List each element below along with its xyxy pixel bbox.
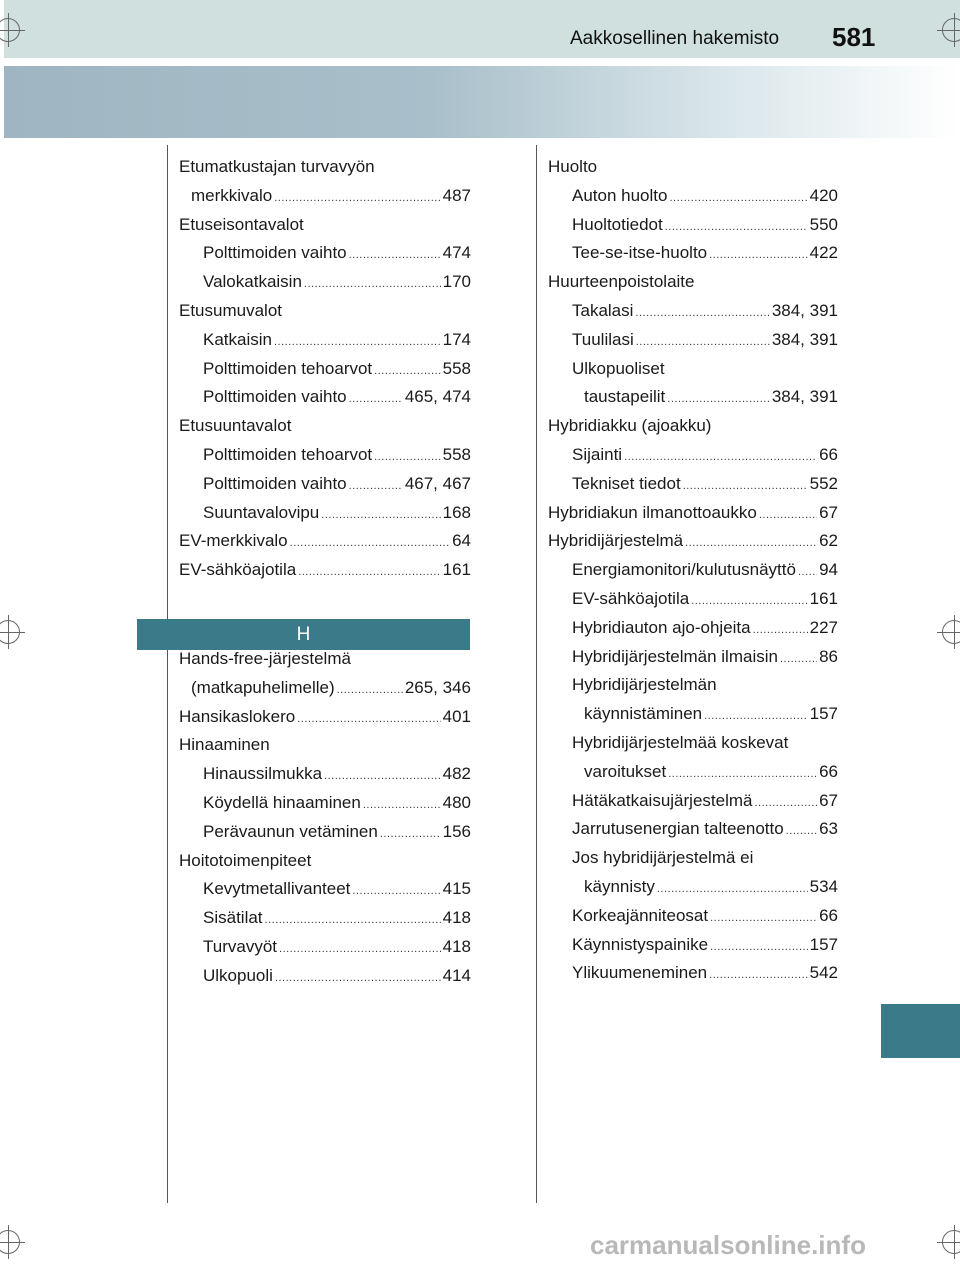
index-entry — [548, 186, 838, 215]
index-entry-label: Huurteenpoistolaite — [548, 272, 695, 292]
leader-dots — [349, 387, 403, 407]
index-entry-label: EV-sähköajotila — [572, 588, 690, 608]
index-entry — [548, 848, 838, 877]
leader-dots — [798, 560, 817, 580]
index-entry-label: Jarrutusenergian talteenotto — [572, 819, 784, 839]
index-entry-page[interactable]: 465, 474 — [404, 387, 471, 407]
index-entry — [179, 503, 471, 532]
index-entry-label: Hybridiakun ilmanottoaukko — [548, 502, 757, 522]
index-entry-label: Ulkopuoli — [203, 965, 273, 985]
index-entry — [548, 762, 838, 791]
index-entry-page[interactable]: 418 — [442, 936, 471, 956]
index-entry-page[interactable]: 558 — [442, 358, 471, 378]
registration-mark-icon — [942, 18, 960, 42]
index-entry-label: Köydellä hinaaminen — [203, 792, 361, 812]
index-entry-label: Etusumuvalot — [179, 300, 282, 320]
registration-mark-icon — [942, 1230, 960, 1254]
leader-dots — [657, 877, 808, 897]
index-entry — [548, 618, 838, 647]
leader-dots — [337, 678, 403, 698]
leader-dots — [275, 966, 441, 986]
index-entry — [548, 560, 838, 589]
index-entry-page[interactable]: 542 — [809, 963, 838, 983]
index-entry — [179, 822, 471, 851]
index-entry-label: Jos hybridijärjestelmä ei — [572, 848, 754, 868]
leader-dots — [786, 819, 817, 839]
index-entry — [179, 445, 471, 474]
index-entry — [179, 735, 471, 764]
index-entry — [179, 707, 471, 736]
index-entry — [548, 877, 838, 906]
leader-dots — [710, 935, 808, 955]
index-entry — [548, 791, 838, 820]
index-entry-page[interactable]: 482 — [442, 764, 471, 784]
page-header — [4, 0, 960, 58]
column-rule-left — [167, 145, 168, 1203]
index-entry — [548, 647, 838, 676]
index-entry-label: Polttimoiden vaihto — [203, 473, 347, 493]
leader-dots — [374, 445, 440, 465]
leader-dots — [324, 764, 441, 784]
index-entry — [548, 819, 838, 848]
registration-mark-icon — [0, 620, 20, 644]
leader-dots — [636, 330, 770, 350]
index-entry-page[interactable]: 66 — [819, 444, 838, 464]
leader-dots — [635, 301, 769, 321]
index-entry — [548, 387, 838, 416]
index-entry-label: Hätäkatkaisujärjestelmä — [572, 790, 753, 810]
index-entry-label: varoitukset — [584, 761, 667, 781]
index-entry-page[interactable]: 62 — [819, 531, 838, 551]
index-entry-label: Energiamonitori/kulutusnäyttö — [572, 560, 796, 580]
index-entry-label: Käynnistyspainike — [572, 934, 709, 954]
index-entry-label: Hinaaminen — [179, 735, 270, 755]
index-entry-label: Polttimoiden tehoarvot — [203, 444, 373, 464]
index-entry-page[interactable]: 66 — [819, 761, 838, 781]
index-entry-label: Tuulilasi — [572, 329, 634, 349]
leader-dots — [709, 243, 808, 263]
index-entry-label: Polttimoiden vaihto — [203, 243, 347, 263]
index-entry-label: Ylikuumeneminen — [572, 963, 708, 983]
column-rule-right — [536, 145, 537, 1203]
leader-dots — [279, 937, 441, 957]
index-entry-page[interactable]: 86 — [819, 646, 838, 666]
index-entry — [179, 764, 471, 793]
index-entry — [179, 416, 471, 445]
leader-dots — [691, 589, 807, 609]
index-entry-label: käynnistäminen — [584, 704, 703, 724]
index-entry-label: käynnisty — [584, 876, 655, 896]
leader-dots — [274, 186, 440, 206]
index-entry — [548, 675, 838, 704]
index-entry — [179, 966, 471, 995]
leader-dots — [290, 531, 450, 551]
section-letter-bar: H — [137, 619, 470, 650]
index-entry-label: taustapeilit — [584, 387, 666, 407]
index-entry — [548, 531, 838, 560]
index-entry-label: merkkivalo — [191, 185, 273, 205]
index-entry-page[interactable]: 418 — [442, 908, 471, 928]
index-entry — [548, 157, 838, 186]
registration-mark-icon — [942, 620, 960, 644]
index-entry-label: Tekniset tiedot — [572, 473, 681, 493]
index-entry-label: Hands-free-järjestelmä — [179, 649, 351, 668]
index-entry — [179, 937, 471, 966]
index-entry — [179, 301, 471, 330]
index-entry — [179, 330, 471, 359]
index-entry — [548, 301, 838, 330]
index-entry-label: Suuntavalovipu — [203, 502, 320, 522]
index-entry-label: Tee-se-itse-huolto — [572, 243, 708, 263]
index-entry — [179, 649, 471, 678]
index-entry — [548, 330, 838, 359]
index-entry-label: Kevytmetallivanteet — [203, 879, 351, 899]
leader-dots — [710, 906, 817, 926]
index-entry-label: Sisätilat — [203, 908, 263, 928]
index-entry-label: Hansikaslokero — [179, 706, 296, 726]
index-entry-label: Takalasi — [572, 300, 634, 320]
watermark: carmanualsonline.info — [590, 1230, 866, 1260]
index-entry-label: Hinaussilmukka — [203, 764, 323, 784]
index-entry — [548, 704, 838, 733]
index-entry — [548, 359, 838, 388]
index-entry — [548, 503, 838, 532]
index-entry-label: Auton huolto — [572, 185, 668, 205]
index-entry — [179, 879, 471, 908]
leader-dots — [349, 474, 403, 494]
leader-dots — [304, 272, 441, 292]
index-entry-label: Hoitotoimenpiteet — [179, 850, 312, 870]
index-entry — [548, 474, 838, 503]
leader-dots — [624, 445, 817, 465]
index-entry — [179, 793, 471, 822]
leader-dots — [704, 704, 808, 724]
leader-dots — [754, 791, 817, 811]
thumb-index-tab — [881, 1004, 960, 1058]
index-entry-label: Polttimoiden tehoarvot — [203, 358, 373, 378]
leader-dots — [363, 793, 441, 813]
index-entry-label: Turvavyöt — [203, 936, 278, 956]
leader-dots — [759, 503, 817, 523]
index-entry-page[interactable]: 415 — [442, 879, 471, 899]
index-entry-page[interactable]: 487 — [442, 185, 471, 205]
index-entry-label: (matkapuhelimelle) — [191, 677, 335, 697]
leader-dots — [265, 908, 441, 928]
index-entry-page[interactable]: 552 — [809, 473, 838, 493]
index-column-left-top — [179, 157, 471, 589]
registration-mark-icon — [0, 1230, 20, 1254]
header-banner — [4, 66, 960, 138]
leader-dots — [780, 647, 817, 667]
index-entry-page[interactable]: 227 — [809, 617, 838, 637]
index-entry-page[interactable]: 384, 391 — [771, 387, 838, 407]
index-entry-page[interactable]: 168 — [442, 502, 471, 522]
index-entry-label: Hybridijärjestelmän — [572, 675, 717, 695]
index-entry — [179, 359, 471, 388]
index-entry-page[interactable]: 174 — [442, 329, 471, 349]
index-entry — [179, 531, 471, 560]
index-entry-label: Ulkopuoliset — [572, 358, 665, 378]
index-entry-page[interactable]: 422 — [809, 243, 838, 263]
index-entry — [179, 474, 471, 503]
index-entry-label: Perävaunun vetäminen — [203, 821, 378, 841]
leader-dots — [668, 762, 817, 782]
index-entry-label: Etusuuntavalot — [179, 416, 292, 436]
index-entry — [548, 935, 838, 964]
index-entry-label: EV-sähköajotila — [179, 560, 297, 580]
index-entry — [179, 851, 471, 880]
leader-dots — [380, 822, 441, 842]
index-entry-page[interactable]: 94 — [819, 560, 838, 580]
leader-dots — [669, 186, 807, 206]
leader-dots — [683, 474, 808, 494]
index-entry-label: Huolto — [548, 157, 598, 176]
index-entry — [548, 215, 838, 244]
index-entry-page[interactable]: 401 — [442, 706, 471, 726]
index-entry — [548, 963, 838, 992]
leader-dots — [321, 503, 440, 523]
page-number: 581 — [832, 22, 876, 52]
index-entry-page[interactable]: 414 — [442, 965, 471, 985]
leader-dots — [753, 618, 808, 638]
index-entry — [179, 157, 471, 186]
header-title: Aakkosellinen hakemisto — [570, 28, 780, 49]
index-entry-page[interactable]: 161 — [442, 560, 471, 580]
index-entry-page[interactable]: 480 — [442, 792, 471, 812]
index-entry-label: Hybridiauton ajo-ohjeita — [572, 617, 751, 637]
index-entry-label: Hybridiakku (ajoakku) — [548, 416, 712, 436]
leader-dots — [374, 359, 440, 379]
leader-dots — [352, 879, 440, 899]
index-entry-label: Sijainti — [572, 444, 623, 464]
index-entry-page[interactable]: 156 — [442, 821, 471, 841]
leader-dots — [665, 215, 808, 235]
index-entry — [548, 416, 838, 445]
index-entry — [548, 733, 838, 762]
index-column-right — [548, 157, 838, 992]
index-entry-page[interactable]: 157 — [809, 704, 838, 724]
index-entry — [548, 906, 838, 935]
index-entry-label: Polttimoiden vaihto — [203, 387, 347, 407]
index-entry-page[interactable]: 67 — [819, 502, 838, 522]
index-entry-page[interactable]: 467, 467 — [404, 473, 471, 493]
index-entry-page[interactable]: 534 — [809, 876, 838, 896]
leader-dots — [709, 963, 807, 983]
index-entry — [548, 243, 838, 272]
index-entry-page[interactable]: 63 — [819, 819, 838, 839]
index-entry-page[interactable]: 161 — [809, 588, 838, 608]
index-entry — [179, 678, 471, 707]
index-entry-label: Valokatkaisin — [203, 272, 302, 292]
index-entry-label: Hybridijärjestelmä — [548, 531, 684, 551]
leader-dots — [667, 387, 770, 407]
index-entry — [179, 560, 471, 589]
leader-dots — [297, 707, 440, 727]
index-entry — [548, 272, 838, 301]
leader-dots — [685, 531, 817, 551]
index-entry — [179, 908, 471, 937]
index-column-left-h — [179, 649, 471, 995]
index-entry-page[interactable]: 66 — [819, 905, 838, 925]
index-entry-label: Hybridijärjestelmän ilmaisin — [572, 646, 778, 666]
index-entry — [548, 589, 838, 618]
index-entry-label: Etuseisontavalot — [179, 214, 304, 234]
index-entry-page[interactable]: 64 — [452, 531, 471, 551]
index-entry-page[interactable]: 474 — [442, 243, 471, 263]
index-entry — [179, 387, 471, 416]
index-entry-label: Hybridijärjestelmää koskevat — [572, 732, 789, 752]
index-entry — [548, 445, 838, 474]
leader-dots — [349, 243, 441, 263]
index-entry-page[interactable]: 384, 391 — [771, 300, 838, 320]
index-entry-label: Korkeajänniteosat — [572, 905, 709, 925]
index-entry — [179, 243, 471, 272]
index-entry — [179, 186, 471, 215]
index-entry-page[interactable]: 67 — [819, 790, 838, 810]
index-entry-label: Huoltotiedot — [572, 214, 663, 234]
index-entry-page[interactable]: 265, 346 — [404, 677, 471, 697]
index-entry-page[interactable]: 170 — [442, 272, 471, 292]
index-entry-page[interactable]: 384, 391 — [771, 329, 838, 349]
index-entry-label: EV-merkkivalo — [179, 531, 288, 551]
index-entry-page[interactable]: 157 — [809, 934, 838, 954]
leader-dots — [274, 330, 441, 350]
index-entry — [179, 272, 471, 301]
index-entry-label: Etumatkustajan turvavyön — [179, 157, 375, 176]
index-entry-page[interactable]: 420 — [809, 185, 838, 205]
index-entry-label: Katkaisin — [203, 329, 272, 349]
index-entry-page[interactable]: 550 — [809, 214, 838, 234]
index-entry-page[interactable]: 558 — [442, 444, 471, 464]
index-entry — [179, 215, 471, 244]
leader-dots — [298, 560, 440, 580]
